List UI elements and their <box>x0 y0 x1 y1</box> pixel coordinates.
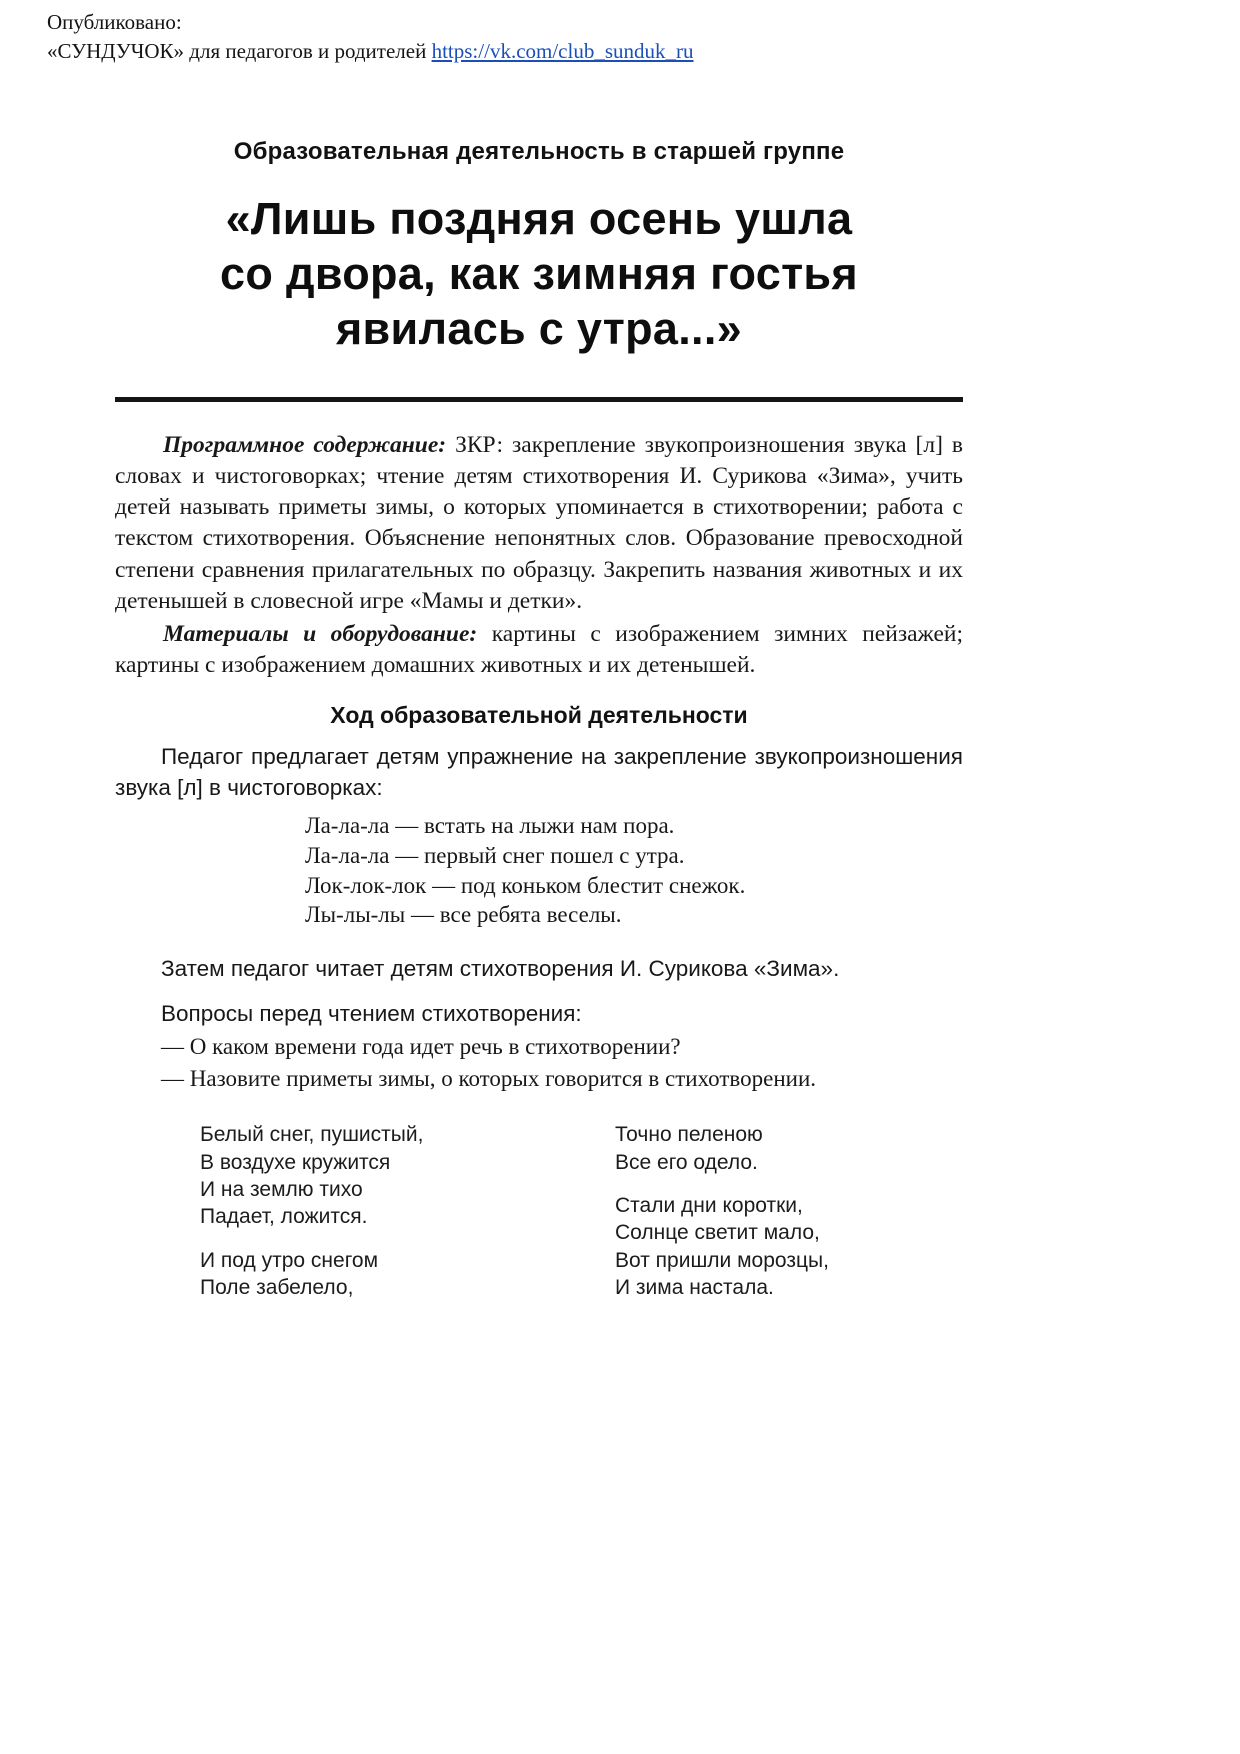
published-credit-text: «СУНДУЧОК» для педагогов и родителей <box>47 39 432 64</box>
poem-line: Солнце светит мало, <box>615 1221 820 1245</box>
then-paragraph: Затем педагог читает детям стихотворения И. Сурикова «Зима». <box>161 956 840 982</box>
poem-line: Падает, ложится. <box>200 1205 368 1229</box>
poem-line: Белый снег, пушистый, <box>200 1123 424 1147</box>
poem-line: В воздухе кружится <box>200 1150 391 1174</box>
publication-link[interactable]: https://vk.com/club_sunduk_ru <box>431 39 694 64</box>
question-line: — О каком времени года идет речь в стихотворении? <box>161 1033 681 1059</box>
poem-line: Все его одело. <box>615 1150 758 1174</box>
poem-stanza <box>615 1121 829 1176</box>
title-line-1: «Лишь поздняя осень ушла <box>225 193 853 244</box>
course-heading: Ход образовательной деятельности <box>330 701 748 728</box>
published-credit-line <box>47 37 694 66</box>
materials-paragraph <box>115 619 963 682</box>
poem-column-left <box>200 1121 530 1317</box>
chant-line: Лы-лы-лы — все ребята веселы. <box>305 902 622 928</box>
program-label: Программное содержание: <box>163 431 447 458</box>
intro-paragraph: Педагог предлагает детям упражнение на закрепление звукопроизношения звука [л] в чистоговорках: <box>115 743 963 800</box>
title-line-2: со двора, как зимняя гостья <box>220 247 858 299</box>
chant-line: Лок-лок-лок — под коньком блестит снежок. <box>305 872 746 898</box>
poem-line: Вот пришли морозцы, <box>615 1248 829 1272</box>
chant-line: Ла-ла-ла — встать на лыжи нам пора. <box>305 812 675 838</box>
poem-line: И зима настала. <box>615 1275 774 1299</box>
published-label: Опубликовано: <box>47 10 182 34</box>
document-subtitle: Образовательная деятельность в старшей группе <box>233 138 845 165</box>
title-line-3: явилась с утра...» <box>336 302 742 354</box>
poem-line: И на землю тихо <box>200 1177 363 1201</box>
chant-line: Ла-ла-ла — первый снег пошел с утра. <box>305 842 685 868</box>
poem-column-right <box>615 1121 829 1317</box>
program-text: ЗКР: закрепление звукопроизношения звука [л] в словах и чистоговорках; чтение детям стихотворения И. Сурикова «Зима», учить детей называть приметы зимы, о которых упоминается в стихотворении; работа с текстом стихотворения. Объяснение непонятных слов. Образование превосходной степени сравнения прилагательных по образцу. Закрепить названия животных и их детенышей в словесной игре «Мамы и детки». <box>115 431 963 614</box>
program-paragraph <box>115 430 963 618</box>
publication-header <box>47 8 694 67</box>
document-title <box>115 192 963 357</box>
questions-block <box>161 998 963 1095</box>
materials-text: картины с изображением зимних пейзажей; картины с изображением домашних животных и их детенышей. <box>115 621 963 679</box>
poem-line: Стали дни коротки, <box>615 1193 803 1217</box>
materials-label: Материалы и оборудование: <box>163 621 478 648</box>
question-line: — Назовите приметы зимы, о которых говорится в стихотворении. <box>161 1066 817 1092</box>
poem-line: И под утро снегом <box>200 1248 379 1272</box>
poem-stanza <box>200 1247 530 1302</box>
poem-line: Точно пеленою <box>615 1123 763 1147</box>
horizontal-rule <box>115 397 963 402</box>
document-content <box>115 130 963 1317</box>
poem-section <box>115 1121 963 1317</box>
poem-stanza <box>200 1121 530 1230</box>
poem-line: Поле забелело, <box>200 1275 354 1299</box>
chants-block <box>305 811 963 931</box>
questions-intro: Вопросы перед чтением стихотворения: <box>161 1001 582 1027</box>
poem-stanza <box>615 1192 829 1301</box>
